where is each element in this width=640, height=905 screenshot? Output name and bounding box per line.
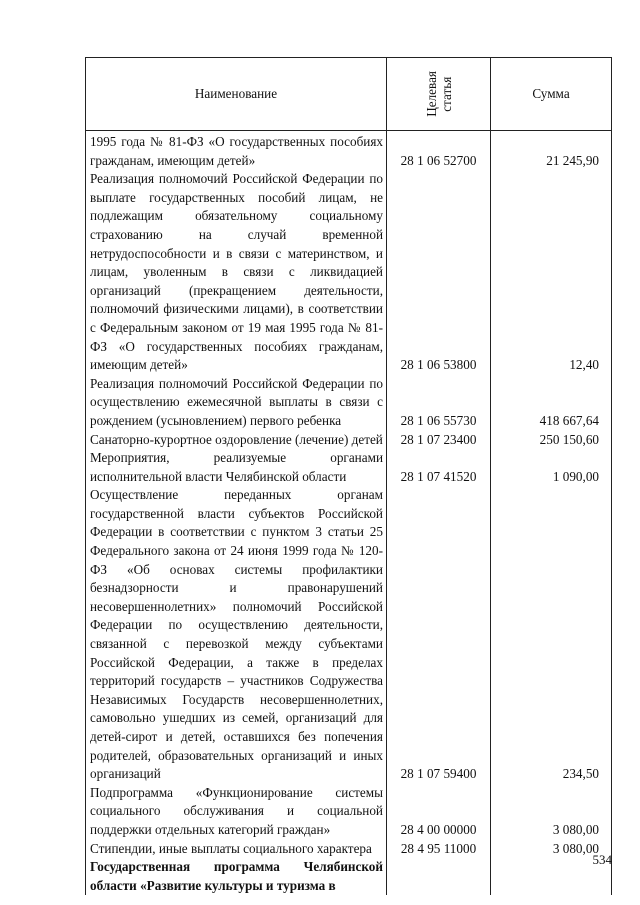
budget-table (85, 57, 612, 895)
table-row (86, 131, 612, 171)
row-sum-cell: 418 667,64 (491, 375, 612, 431)
table-row (86, 449, 612, 486)
row-code-cell: 28 1 07 41520 (387, 449, 491, 486)
column-header-code (387, 58, 491, 131)
page-number: 534 (592, 852, 612, 867)
row-code-cell: 28 1 06 52700 (387, 131, 491, 171)
table-row (86, 858, 612, 895)
column-header-code-label: Целевая статья (423, 71, 454, 117)
row-sum-cell: 21 245,90 (491, 131, 612, 171)
table-header-row (86, 58, 612, 131)
row-name-cell: 1995 года № 81-ФЗ «О государственных пособиях гражданам, имеющим детей» (86, 131, 387, 171)
table-row (86, 431, 612, 450)
row-name-cell: Санаторно-курортное оздоровление (лечение) детей (86, 431, 387, 450)
row-code-cell: 28 4 00 00000 (387, 784, 491, 840)
row-code-cell (387, 858, 491, 895)
column-header-name: Наименование (86, 58, 387, 131)
row-code-cell: 28 1 06 55730 (387, 375, 491, 431)
row-code-cell: 28 1 07 23400 (387, 431, 491, 450)
row-name-cell: Реализация полномочий Российской Федерации по выплате государственных пособий лицам, не подлежащим обязательному социальному страхованию на случай временной нетрудоспособности и в связи с материнством, и лицам, уволенным в связи с ликвидацией организаций (прекращением деятельности, полномочий физическими лицами), в соответствии с Федеральным законом от 19 мая 1995 года № 81-ФЗ «О государственных пособиях гражданам, имеющим детей» (86, 170, 387, 375)
row-name-cell: Подпрограмма «Функционирование системы социального обслуживания и социальной поддержки отдельных категорий граждан» (86, 784, 387, 840)
column-header-sum: Сумма (491, 58, 612, 131)
row-sum-cell: 250 150,60 (491, 431, 612, 450)
table-row (86, 375, 612, 431)
row-sum-cell: 3 080,00 (491, 784, 612, 840)
row-sum-cell: 3 080,00 (491, 840, 612, 859)
row-code-cell: 28 1 07 59400 (387, 486, 491, 784)
row-sum-cell: 234,50 (491, 486, 612, 784)
row-code-cell: 28 4 95 11000 (387, 840, 491, 859)
row-name-cell: Государственная программа Челябинской области «Развитие культуры и туризма в (86, 858, 387, 895)
row-name-cell: Мероприятия, реализуемые органами исполнительной власти Челябинской области (86, 449, 387, 486)
row-name-cell: Осуществление переданных органам государственной власти субъектов Российской Федерации в соответствии с пунктом 3 статьи 25 Федерального закона от 24 июня 1999 года № 120-ФЗ «Об основах системы профилактики безнадзорности и правонарушений несовершеннолетних» полномочий Российской Федерации по осуществлению деятельности, связанной с перевозкой между субъектами Российской Федерации, а также в пределах территорий государств – участников Содружества Независимых Государств несовершеннолетних, самовольно ушедших из семей, организаций для детей-сирот и детей, оставшихся без попечения родителей, образовательных организаций и иных организаций (86, 486, 387, 784)
table-row (86, 170, 612, 375)
row-sum-cell: 1 090,00 (491, 449, 612, 486)
row-name-cell: Стипендии, иные выплаты социального характера (86, 840, 387, 859)
row-name-cell: Реализация полномочий Российской Федерации по осуществлению ежемесячной выплаты в связи с рождением (усыновлением) первого ребенка (86, 375, 387, 431)
table-row (86, 486, 612, 784)
table-row (86, 840, 612, 859)
row-sum-cell: 12,40 (491, 170, 612, 375)
row-code-cell: 28 1 06 53800 (387, 170, 491, 375)
table-row (86, 784, 612, 840)
